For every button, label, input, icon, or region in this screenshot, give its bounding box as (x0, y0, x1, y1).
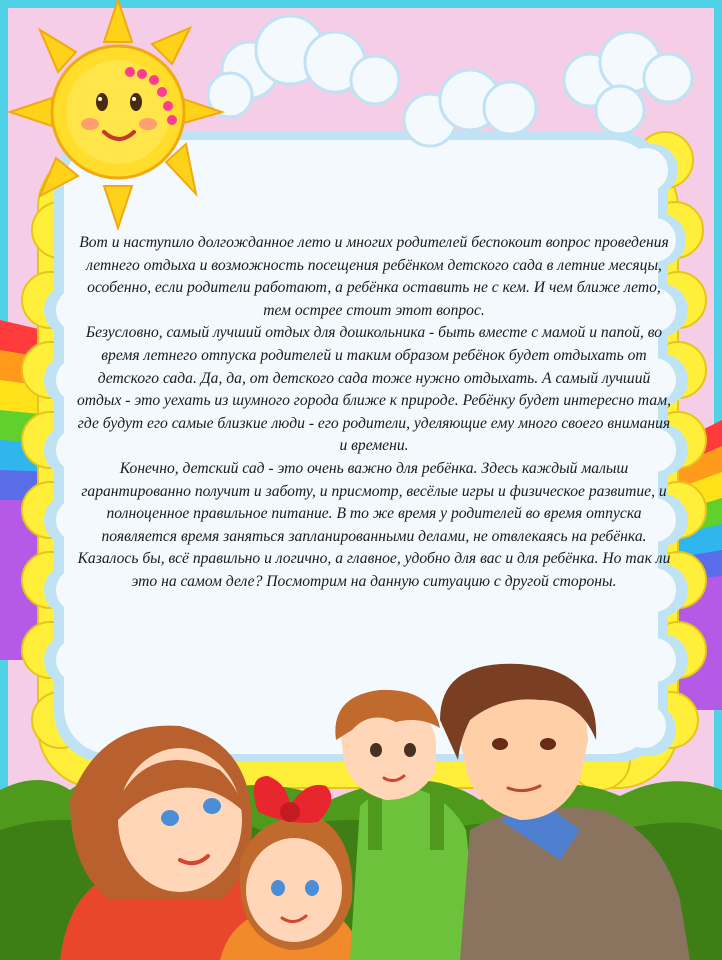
article-paragraph-2: Безусловно, самый лучший отдых для дошкольника - быть вместе с мамой и папой, во время летнего отпуска родителей и таким образом ребёнок будет отдыхать от детского сада. Да, да, от детского сада тоже нужно отдыхать. А самый лучший отдых - это уехать из шумного города ближе к природе. Ребёнку будет интересно там, где будут его самые близкие люди - его родители, уделяющие ему много своего внимания и времени. (76, 324, 672, 455)
article-paragraph-1: Вот и наступило долгожданное лето и многих родителей беспокоит вопрос проведения летнего отдыха и возможность посещения ребёнком детского сада в летние месяцы, особенно, если родители работают, а ребёнка оставить не с кем. И чем ближе лето, тем острее стоит этот вопрос. (79, 234, 669, 319)
article-text (74, 232, 674, 594)
article-paragraph-3: Конечно, детский сад - это очень важно для ребёнка. Здесь каждый малыш гарантированно получит и заботу, и присмотр, весёлые игры и физическое развитие, и полноценное правильное питание. В то же время у родителей во время отпуска появляется время заняться запланированными делами, не отвлекаясь на ребёнка. Казалось бы, всё правильно и логично, а главное, удобно для вас и для ребёнка. Но так ли это на самом деле? Посмотрим на данную ситуацию с другой стороны. (77, 459, 671, 590)
top-clouds (208, 16, 692, 146)
